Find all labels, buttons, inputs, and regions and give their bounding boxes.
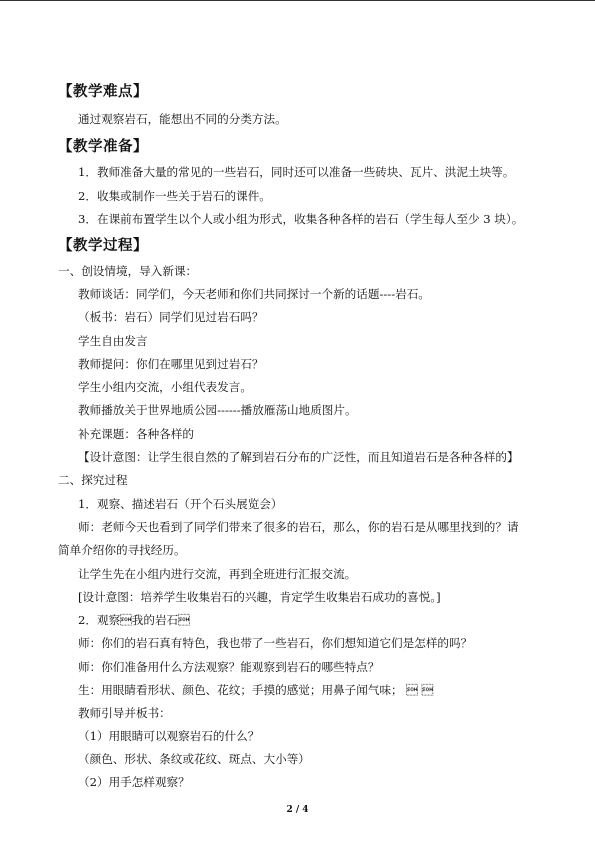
process-line: 简单介绍你的寻找经历。 — [58, 543, 186, 557]
process-line: 师：你们准备用什么方法观察？能观察到岩石的哪些特点？ — [78, 660, 380, 674]
design-intent-1: 【设计意图：让学生很自然的了解到岩石分布的广泛性，而且知道岩石是各种各样的】 — [78, 450, 519, 464]
process-line: 师：老师今天也看到了同学们带来了很多的岩石，那么，你的岩石是从哪里找到的？请 — [78, 520, 519, 534]
process-line: （2）用手怎样观察？ — [78, 775, 190, 789]
process-line: 教师谈话：同学们，今天老师和你们共同探讨一个新的话题----岩石。 — [78, 287, 430, 301]
process-line: 让学生先在小组内进行交流，再到全班进行汇报交流。 — [78, 567, 357, 581]
process-line: 教师引导并板书： — [78, 706, 171, 720]
process-line: （颜色、形状、条纹或花纹、斑点、大小等） — [78, 752, 310, 766]
prep-item-2: 2．收集或制作一些关于岩石的课件。 — [78, 189, 271, 203]
process-line: 1．观察、描述岩石（开个石头展览会） — [78, 497, 283, 511]
process-line: 教师提问：你们在哪里见到过岩石？ — [78, 357, 264, 371]
process-line: 学生自由发言 — [78, 334, 148, 348]
section-1-title: 一、创设情境，导入新课： — [58, 264, 198, 278]
heading-process: 【教学过程】 — [58, 237, 148, 254]
process-line: 学生小组内交流，小组代表发言。 — [78, 380, 252, 394]
process-line: 师：你们的岩石真有特色，我也带了一些岩石，你们想知道它们是怎样的吗？ — [78, 636, 473, 650]
heading-preparation: 【教学准备】 — [58, 138, 148, 155]
process-line: 2．观察我的岩石 — [78, 613, 190, 627]
process-line: 生：用眼睛看形状、颜色、花纹；手摸的感觉；用鼻子闻气味；   — [78, 683, 434, 697]
process-line: （1）用眼睛可以观察岩石的什么？ — [78, 729, 260, 743]
process-line: 补充课题：各种各样的 — [78, 427, 194, 441]
process-line: （板书：岩石）同学们见过岩石吗？ — [78, 310, 264, 324]
prep-item-3: 3．在课前布置学生以个人或小组为形式，收集各种各样的岩石（学生每人至少 3 块）。 — [78, 212, 524, 226]
difficulty-text: 通过观察岩石，能想出不同的分类方法。 — [78, 112, 287, 126]
section-2-title: 二、探究过程 — [58, 473, 128, 487]
prep-item-1: 1．教师准备大量的常见的一些岩石，同时还可以准备一些砖块、瓦片、洪泥土块等。 — [78, 165, 515, 179]
process-line: 教师播放关于世界地质公园------播放雁荡山地质图片。 — [78, 403, 357, 417]
design-intent-2: [设计意图：培养学生收集岩石的兴趣，肯定学生收集岩石成功的喜悦。] — [78, 590, 441, 604]
heading-difficulty: 【教学难点】 — [58, 83, 148, 100]
page-number: 2 / 4 — [286, 805, 309, 815]
header-rule — [0, 0, 595, 1]
